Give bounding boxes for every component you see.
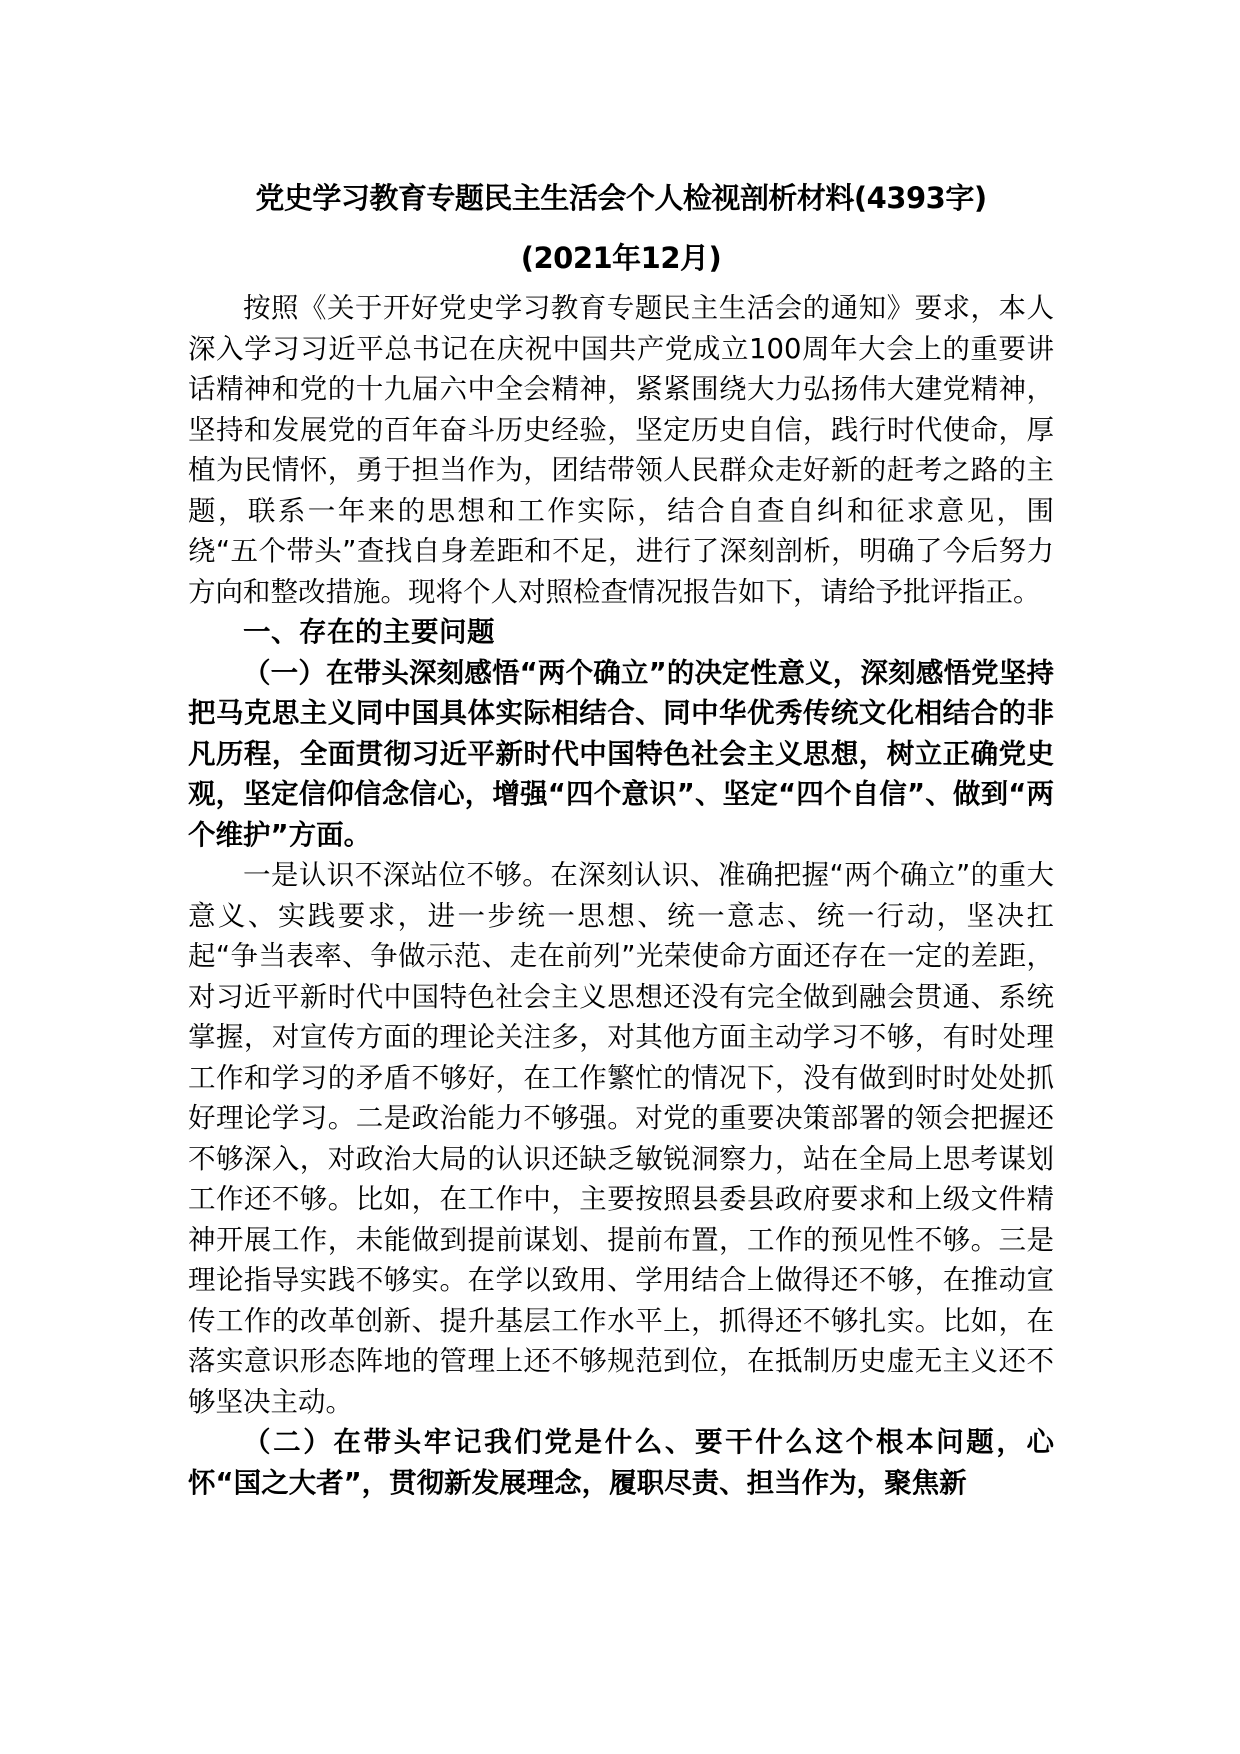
document-title: 党史学习教育专题民主生活会个人检视剖析材料(4393字) — [255, 181, 987, 215]
subsection-heading-1: （一）在带头深刻感悟“两个确立”的决定性意义，深刻感悟党坚持把马克思主义同中国具体实际相结合、同中华优秀传统文化相结合的非凡历程，全面贯彻习近平新时代中国特色社会主义思想，树立正确党史观，坚定信仰信念信心，增强“四个意识”、坚定“四个自信”、做到“两个维护”方面。 — [188, 656, 1054, 851]
subsection-body-1: 一是认识不深站位不够。在深刻认识、准确把握“两个确立”的重大意义、实践要求，进一步统一思想、统一意志、统一行动，坚决扛起“争当表率、争做示范、走在前列”光荣使命方面还存在一定的差距，对习近平新时代中国特色社会主义思想还没有完全做到融会贯通、系统掌握，对宣传方面的理论关注多，对其他方面主动学习不够，有时处理工作和学习的矛盾不够好，在工作繁忙的情况下，没有做到时时处处抓好理论学习。二是政治能力不够强。对党的重要决策部署的领会把握还不够深入，对政治大局的认识还缺乏敏锐洞察力，站在全局上思考谋划工作还不够。比如，在工作中，主要按照县委县政府要求和上级文件精神开展工作，未能做到提前谋划、提前布置，工作的预见性不够。三是理论指导实践不够实。在学以致用、学用结合上做得还不够，在推动宣传工作的改革创新、提升基层工作水平上，抓得还不够扎实。比如，在落实意识形态阵地的管理上还不够规范到位，在抵制历史虚无主义还不够坚决主动。 — [188, 859, 1054, 1418]
document-page — [188, 168, 1054, 1503]
intro-paragraph: 按照《关于开好党史学习教育专题民主生活会的通知》要求，本人深入学习习近平总书记在庆祝中国共产党成立100周年大会上的重要讲话精神和党的十九届六中全会精神，紧紧围绕大力弘扬伟大建党精神，坚持和发展党的百年奋斗历史经验，坚定历史自信，践行时代使命，厚植为民情怀，勇于担当作为，团结带领人民群众走好新的赶考之路的主题，联系一年来的思想和工作实际，结合自查自纠和征求意见，围绕“五个带头”查找自身差距和不足，进行了深刻剖析，明确了今后努力方向和整改措施。现将个人对照检查情况报告如下，请给予批评指正。 — [188, 292, 1054, 608]
subsection-heading-2: （二）在带头牢记我们党是什么、要干什么这个根本问题，心怀“国之大者”，贯彻新发展理念，履职尽责、担当作为，聚焦新 — [188, 1426, 1054, 1499]
document-date: (2021年12月) — [520, 241, 722, 275]
section-heading-problems: 一、存在的主要问题 — [243, 616, 495, 648]
